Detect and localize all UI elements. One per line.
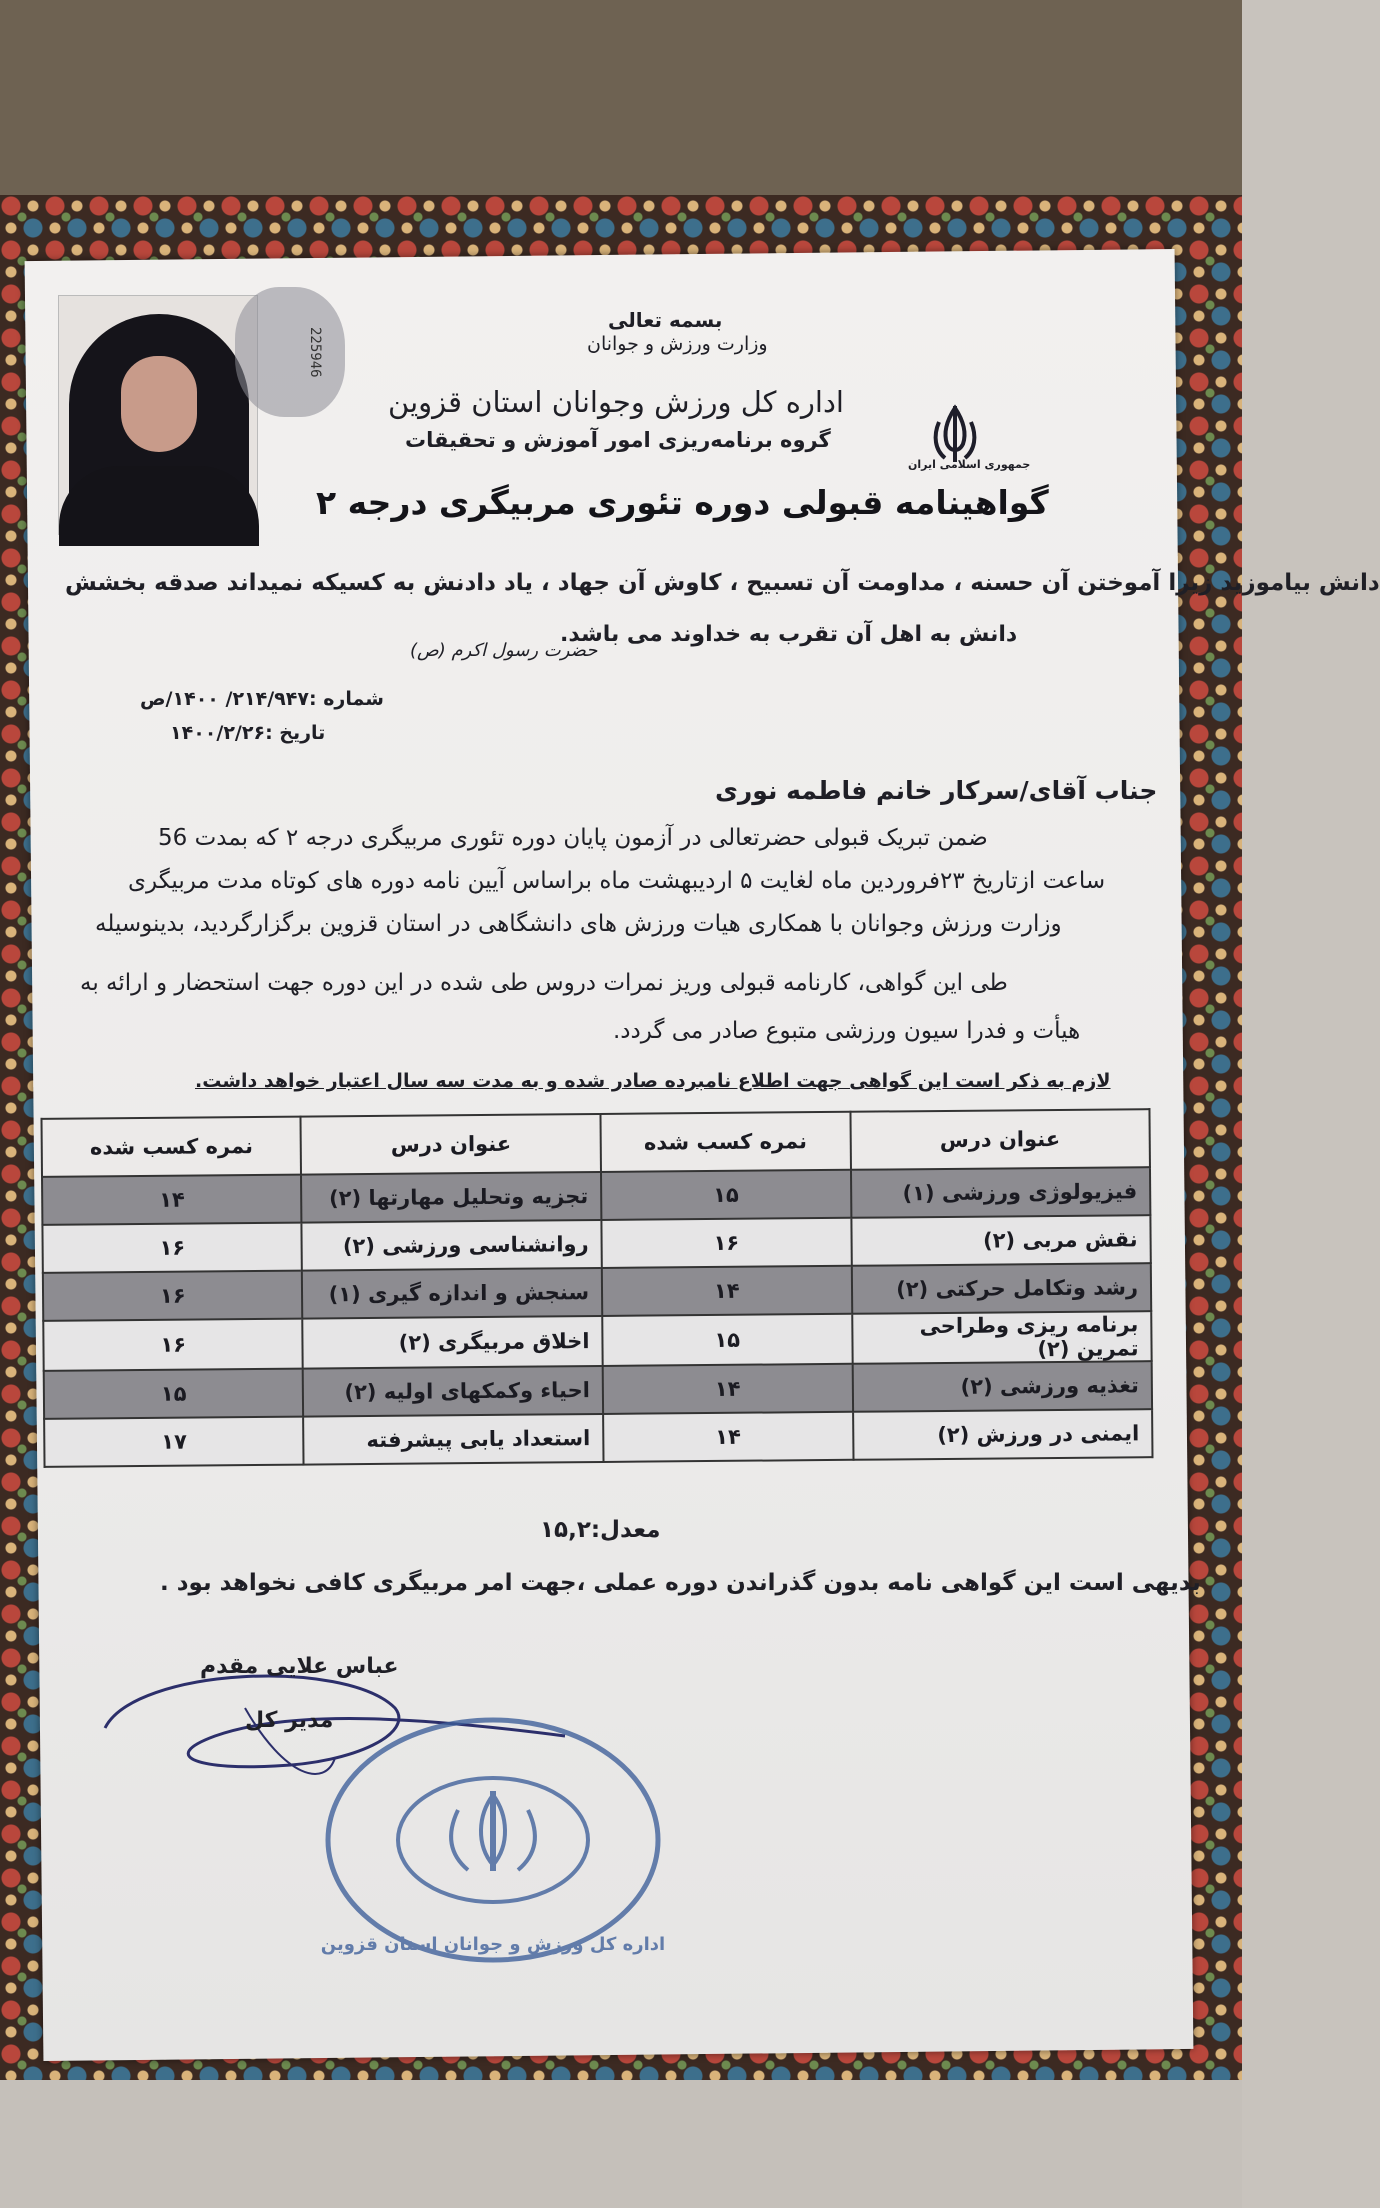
header-course-left: عنوان درس <box>301 1114 601 1175</box>
score-cell: ۱۴ <box>603 1412 853 1462</box>
body-line-5: هیأت و فدرا سیون ورزشی متبوع صادر می گردد. <box>613 1018 1081 1044</box>
course-cell: احیاء وکمکهای اولیه (۲) <box>303 1366 603 1417</box>
top-background-band <box>0 0 1242 195</box>
score-cell: ۱۶ <box>601 1218 851 1268</box>
score-cell: ۱۴ <box>603 1364 853 1414</box>
certificate-title: گواهینامه قبولی دوره تئوری مربیگری درجه ۲ <box>316 483 1049 522</box>
score-cell: ۱۴ <box>602 1266 852 1316</box>
official-seal <box>318 1705 668 1975</box>
bismillah-text: بسمه تعالی <box>608 308 723 332</box>
quote-line-2: دانش به اهل آن تقرب به خداوند می باشد. <box>560 622 1018 647</box>
score-cell: ۱۵ <box>601 1170 851 1220</box>
score-cell: ۱۶ <box>43 1319 303 1371</box>
header-course-right: عنوان درس <box>850 1109 1150 1170</box>
score-cell: ۱۵ <box>602 1314 852 1366</box>
quote-line-1: دانش بیاموزید زیرا آموختن آن حسنه ، مداومت آن تسبیح ، کاوش آن جهاد ، یاد دادنش به کسیکه نمیداند صدقه بخشش <box>65 570 1380 596</box>
photo-stamp <box>235 287 345 417</box>
ministry-text: وزارت ورزش و جوانان <box>587 333 768 355</box>
course-cell: ایمنی در ورزش (۲) <box>853 1409 1153 1460</box>
signer-name: عباس علایی مقدم <box>200 1654 399 1679</box>
course-cell: برنامه ریزی وطراحی تمرین (۲) <box>852 1311 1152 1364</box>
table-row <box>44 1409 1152 1467</box>
practical-remark: بدیهی است این گواهی نامه بدون گذراندن دوره عملی ،جهت امر مربیگری کافی نخواهد بود . <box>160 1570 1201 1596</box>
salutation: جناب آقای/سرکار خانم فاطمه نوری <box>715 776 1158 805</box>
department-text: اداره کل ورزش وجوانان استان قزوین <box>388 385 844 419</box>
iran-emblem-icon <box>925 400 985 490</box>
letter-number: شماره :۲۱۴/۹۴۷/ ۱۴۰۰/ص <box>140 688 384 710</box>
body-line-2: ساعت ازتاریخ ۲۳فروردین ماه لغایت ۵ اردیبهشت ماه براساس آیین نامه دوره های کوتاه مدت مربیگری <box>128 868 1106 894</box>
course-cell: رشد وتکامل حرکتی (۲) <box>851 1263 1151 1314</box>
letter-date: تاریخ :۱۴۰۰/۲/۲۶ <box>170 722 326 744</box>
header-score-right: نمره کسب شده <box>600 1112 850 1172</box>
course-cell: فیزیولوژی ورزشی (۱) <box>850 1167 1150 1218</box>
body-line-4: طی این گواهی، کارنامه قبولی وریز نمرات دروس طی شده در این دوره جهت استحضار و ارائه به <box>80 970 1008 996</box>
course-cell: تغذیه ورزشی (۲) <box>852 1361 1152 1412</box>
grades-table <box>40 1108 1153 1468</box>
score-cell: ۱۴ <box>42 1175 302 1225</box>
body-line-1: ضمن تبریک قبولی حضرتعالی در آزمون پایان دوره تئوری مربیگری درجه ۲ که بمدت 56 <box>158 825 988 851</box>
score-cell: ۱۶ <box>42 1223 302 1273</box>
emblem-caption: جمهوری اسلامی ایران <box>908 458 1031 471</box>
course-cell: اخلاق مربیگری (۲) <box>303 1316 603 1369</box>
header-score-left: نمره کسب شده <box>42 1117 302 1177</box>
course-cell: روانشناسی ورزشی (۲) <box>302 1220 602 1271</box>
score-cell: ۱۶ <box>43 1271 303 1321</box>
score-cell: ۱۵ <box>44 1369 304 1419</box>
score-cell: ۱۷ <box>44 1417 304 1467</box>
applicant-photo <box>58 295 258 535</box>
quote-attribution: حضرت رسول اکرم (ص) <box>410 640 598 661</box>
seal-text: اداره کل ورزش و جوانان استان قزوین <box>320 1934 666 1955</box>
stamp-number: 225946 <box>307 327 323 378</box>
course-cell: نقش مربی (۲) <box>851 1215 1151 1266</box>
average-score: معدل:۱۵,۲ <box>540 1517 661 1543</box>
course-cell: استعداد یابی پیشرفته <box>304 1414 604 1465</box>
course-cell: سنجش و اندازه گیری (۱) <box>302 1268 602 1319</box>
body-line-3: وزارت ورزش وجوانان با همکاری هیات ورزش های دانشگاهی در استان قزوین برگزارگردید، بدینوسیله <box>95 911 1062 937</box>
bottom-background-band <box>0 2080 1242 2208</box>
signer-title: مدیر کل <box>245 1708 334 1733</box>
validity-note: لازم به ذکر است این گواهی جهت اطلاع نامبرده صادر شده و به مدت سه سال اعتبار خواهد داشت. <box>195 1070 1111 1092</box>
table-header-row <box>42 1109 1150 1177</box>
group-text: گروه برنامه‌ریزی امور آموزش و تحقیقات <box>405 428 831 452</box>
course-cell: تجزیه وتحلیل مهارتها (۲) <box>301 1172 601 1223</box>
